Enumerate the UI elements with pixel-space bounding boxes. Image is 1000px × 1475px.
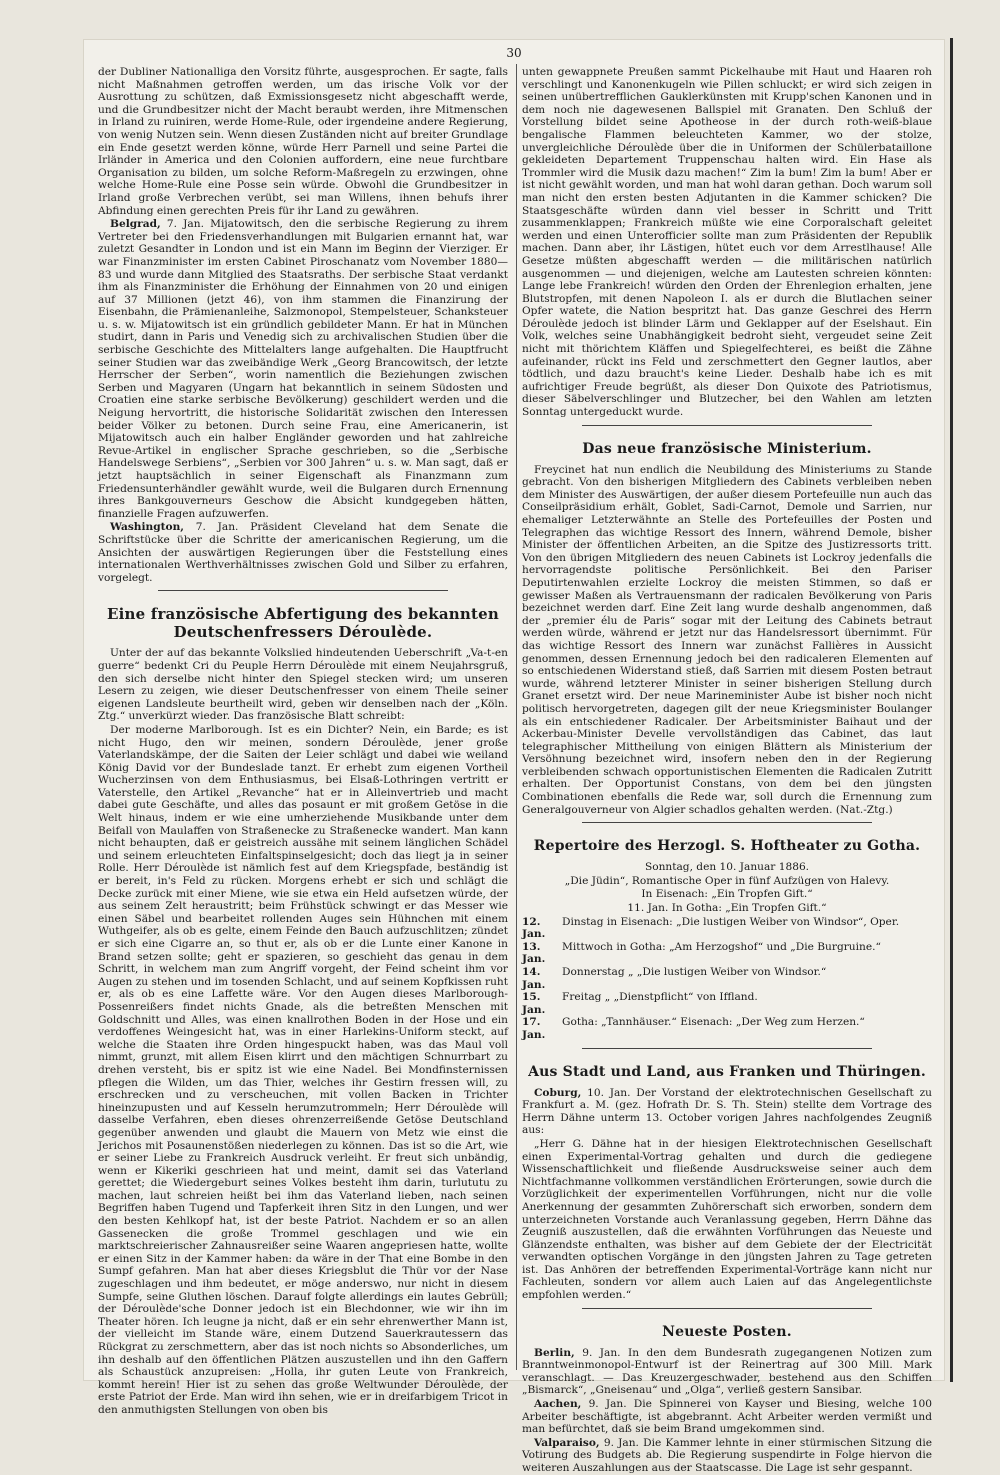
belgrad-paragraph: [98, 218, 508, 520]
repertoire-row: [522, 966, 932, 991]
repertoire-sunday-play: „Die Jüdin“, Romantische Oper in fünf Aufzügen von Halevy.: [564, 874, 890, 887]
repertoire-play: Mittwoch in Gotha: „Am Herzogshof“ und „Die Burgruine.“: [562, 940, 881, 953]
berlin-text: 9. Jan. In den dem Bundesrath zugegangenen Notizen zum Branntweinmonopol-Entwurf ist der Reinertrag auf 300 Mill. Mark veranschlagt. — Das Kreuzergeschwader, bestehend aus den Schiffen „Bismarck“, „Gneisenau“ und „Olga“, verließ gestern Sansibar.: [522, 1346, 932, 1397]
repertoire-play: Freitag „ „Dienstpflicht“ von Iffland.: [562, 991, 758, 1004]
valparaiso-paragraph: [522, 1437, 932, 1475]
article-heading-repertoire: Repertoire des Herzogl. S. Hoftheater zu Gotha.: [533, 838, 921, 855]
repertoire-play: Dinstag in Eisenach: „Die lustigen Weiber von Windsor“, Oper.: [562, 915, 900, 928]
repertoire-sunday: Sonntag, den 10. Januar 1886.: [644, 861, 810, 874]
repertoire-play: Donnerstag „ „Die lustigen Weiber von Windsor.“: [562, 966, 827, 978]
washington-paragraph: [98, 521, 508, 584]
repertoire-11-jan: 11. Jan. In Gotha: „Ein Tropfen Gift.“: [627, 902, 827, 915]
repertoire-play: Gotha: „Tannhäuser.“ Eisenach: „Der Weg zum Herzen.“: [562, 1016, 865, 1029]
repertoire-row: [522, 991, 932, 1016]
washington-text: 7. Jan. Präsident Cleveland hat dem Senate die Schriftstücke über die Schritte der americanischen Regierung, um die Ansichten der auswärtigen Regierungen über die Feststellung eines internationalen Werthverhältnisses zwischen Gold und Silber zu erfahren, vorgelegt.: [98, 521, 508, 584]
dateline-belgrad: Belgrad,: [110, 218, 161, 231]
deroulede-body: Der moderne Marlborough. Ist es ein Dichter? Nein, ein Barde; es ist nicht Hugo, den wir meinen, sondern Déroulède, jener große Vaterlandskämpe, der die Saiten der Leier schlägt und dabei wie weiland König David vor der Bundeslade tanzt. Er erhebt zum eigenen Vortheil Wucherzinsen von dem Enthusiasmus, bei Elsaß-Lothringen vertritt er Vaterstelle, den Artikel „Revanche“ hat er in Alleinvertrieb und macht dabei gute Geschäfte, und alles das posaunt er mit großem Getöse in die Welt hinaus, indem er wie eine umherziehende Musikbande unter dem Beifall von Maulaffen von Straßenecke zu Straßenecke wandert. Man kann nicht behaupten, daß er geistreich aussähe mit seinem länglichen Schädel und seinem erleuchteten Einfaltspinselgesicht; doch das liegt ja in seiner Rolle. Herr Déroulède ist nämlich fest auf dem Kriegspfade, beständig ist er bereit, in's Feld zu rücken. Morgens erhebt er sich und schlägt die Decke zurück mit einer Miene, wie sie etwa ein Held aufsetzen würde, der aus seinem Zelt heraustritt; beim Frühstück schwingt er das Messer wie einen Säbel und bearbeitet rollenden Auges sein Hühnchen mit einem Wuthgeifer, als ob es gelte, einem Feinde den Bauch aufzuschlitzen; zündet er sich eine Cigarre an, so thut er, als ob er die Lunte einer Kanone in Brand setzen sollte; geht er spazieren, so geschieht das genau in dem Schritt, in welchem man zum Angriff vorgeht, der Feind scheint ihm vor Augen zu stehen und im tosenden Schlacht, und auf seinem Kopfkissen ruht er, als ob es eine Laffette wäre. Vor den Augen dieses Marlborough-Possenreißers findet nichts Gnade, als die betreßten Menschen mit Goldschnitt und Alles, was einen knallrothen Boden in der Hose und ein verdoffenes Weingesicht hat, was in einer Harlekins-Uniform steckt, auf welche die Staaten ihre Orden hingespuckt haben, was das Maul voll nimmt, grunzt, mit allem Eisen klirrt und den mächtigen Schnurrbart zu drehen versteht, bis er spitz ist wie eine Nadel. Bei Mondfinsternissen pflegen die Wilden, um das Thier, welches ihr Gestirn fressen will, zu erschrecken und zu verscheuchen, mit vollen Backen in Trichter hineinzupusten und auf Kesseln herumzutrommeln; Herr Déroulède will dasselbe Verfahren, eben dieses ohrenzerreißende Getöse Deutschland gegenüber anwenden und glaubt die Mauern von Metz wie einst die Jerichos mit Posaunenstößen niederlegen zu können. Das ist so die Art, wie er seiner Liebe zu Frankreich Ausdruck verleiht. Er freut sich unbändig, wenn er Kikeriki geschrieen hat und meint, damit sei das Vaterland gerettet; die Wiedergeburt seines Volkes besteht ihm darin, turlututu zu machen, laut schreien heißt bei ihm das Vaterland lieben, nach seinen Begriffen haben Tugend und Tapferkeit ihren Sitz in den Lungen, und wer den besten Kehlkopf hat, ist der beste Patriot. Nachdem er so an allen Gassenecken die große Trommel geschlagen und wie ein marktschreierischer Zahnausreißer seine Waaren angepriesen hatte, wollte er einen Sitz in der Kammer haben: da wäre in der That eine Bombe in den Sumpf gefahren. Man hat aber dieses Kriegsblut die Thür vor der Nase zugeschlagen und ihm bedeutet, er möge anderswo, nur nicht in diesem Sumpfe, seine Gluthen löschen. Darauf folgte allerdings ein lautes Gebrüll; der Déroulède'sche Donner jedoch ist ein Blechdonner, wie wir ihn im Theater hören. Ich leugne ja nicht, daß er ein sehr ehrenwerther Mann ist, der vielleicht im Stande wäre, einem Dutzend Sauerkrautessern das Rückgrat zu zerschmettern, aber das ist noch nichts so Absonderliches, um ihn deshalb auf den öffentlichen Plätzen auszustellen und ihn den Gaffern als Schaustück anzupreisen: „Holla, ihr guten Leute von Frankreich, kommt herein! Hier ist zu sehen das große Weltwunder Déroulède, der erste Patriot der Erde. Man wird ihn sehen, wie er in dreifarbigem Tricot in den anmuthigsten Stellungen von oben bis: [98, 723, 508, 1416]
repertoire-row: [522, 916, 932, 941]
coburg-paragraph: [522, 1087, 932, 1137]
right-column: [522, 66, 932, 1474]
berlin-paragraph: [522, 1347, 932, 1397]
repertoire-row: [522, 1016, 932, 1041]
repertoire-sunday-eisenach: In Eisenach: „Ein Tropfen Gift.“: [641, 888, 813, 901]
ministry-paragraph: Freycinet hat nun endlich die Neubildung des Ministeriums zu Stande gebracht. Von den bisherigen Mitgliedern des Cabinets verbleiben neben dem Minister des Auswärtigen, der außer diesem Portefeuille nun auch das Conseilpräsidium erhält, Goblet, Sadi-Carnot, Demole und Sarrien, nur ehemaliger Letzterwähnte an Stelle des Portefeuilles der Posten und Telegraphen das wichtige Ressort des Innern, während Demole, bisher Minister der öffentlichen Arbeiten, an die Spitze des Justizressorts tritt. Von den übrigen Mitgliedern des neuen Cabinets ist Lockroy jedenfalls die hervorragendste politische Persönlichkeit. Bei den Pariser Deputirtenwahlen erzielte Lockroy die meisten Stimmen, so daß er gewisser Maßen als Vertrauensmann der radicalen Bevölkerung von Paris bezeichnet werden darf. Eine Zeit lang wurde deshalb angenommen, daß der „premier élu de Paris“ sogar mit der Leitung des Cabinets betraut werden würde, während er jetzt nur das Handelsressort übernimmt. Für das wichtige Ressort des Innern war zunächst Fallières in Aussicht genommen, dessen Ernennung jedoch bei den radicaleren Elementen auf so entschiedenen Widerstand stieß, daß Sarrien mit diesem Posten betraut wurde, während letzterer Minister in seiner bisherigen Stellung durch Granet ersetzt wird. Der neue Marineminister Aube ist bisher noch nicht politisch hervorgetreten, dagegen gilt der neue Kriegsminister Boulanger als ein entschiedener Radicaler. Der Arbeitsminister Baihaut und der Ackerbau-Minister Develle vervollständigen das Cabinet, das laut telegraphischer Mittheilung von einigen Blättern als Ministerium der Versöhnung bezeichnet wird, insofern neben den in der Regierung verbleibenden schwach opportunistischen Elementen die Radicalen Zutritt erhalten. Der Opportunist Constans, von dem bei den jüngsten Combinationen ebenfalls die Rede war, soll durch die Ernennung zum Generalgouverneur von Algier schadlos gehalten werden. (Nat.-Ztg.): [522, 463, 932, 816]
left-column: [98, 66, 508, 1416]
newspaper-page: [84, 40, 944, 1474]
repertoire-date: 15. Jan.: [522, 991, 546, 1016]
article-heading-deroulede: Eine französische Abfertigung des bekannten Deutschenfressers Déroulède.: [107, 605, 499, 642]
article-heading-local: Aus Stadt und Land, aus Franken und Thüringen.: [528, 1063, 926, 1080]
valparaiso-text: 9. Jan. Die Kammer lehnte in einer stürmischen Sitzung die Votirung des Budgets ab. Die Regierung suspendirte in Folge hiervon die weiteren Auszahlungen aus der Staatscasse. Die Lage ist sehr gespannt.: [522, 1436, 932, 1474]
belgrad-text: 7. Jan. Mijatowitsch, den die serbische Regierung zu ihrem Vertreter bei den Friedensverhandlungen mit Bulgarien ernannt hat, war zuletzt Gesandter in London und ist ein Mann im Beginn der Vierziger. Er war Finanzminister im ersten Cabinet Piroschanatz vom November 1880—83 und wurde dann Mitglied des Staatsraths. Der serbische Staat verdankt ihm als Finanzminister die Erhöhung der Einnahmen von 20 und einigen auf 37 Millionen (jetzt 46), von ihm stammen die Finanzirung der Eisenbahn, die Prämienanleihe, Salzmonopol, Stempelsteuer, Schanksteuer u. s. w. Mijatowitsch ist ein gründlich gebildeter Mann. Er hat in München studirt, dann in Paris und Venedig sich zu archivalischen Studien über die serbische Geschichte des Mittelalters lange aufgehalten. Die Hauptfrucht seiner Studien war das zweibändige Werk „Georg Brancowitsch, der letzte Herrscher der Serben“, worin namentlich die Beziehungen zwischen Serben und Magyaren (Ungarn hat bekanntlich in seinem Südosten und Croatien eine starke serbische Bevölkerung) geschildert werden und die Neigung hervortritt, die historische Solidarität zwischen den Interessen beider Völker zu betonen. Durch seine Frau, eine Americanerin, ist Mijatowitsch auch ein halber Engländer geworden und hat zahlreiche Revue-Artikel in englischer Sprache geschrieben, so die „Serbische Handelswege Serbiens“, „Serbien vor 300 Jahren“ u. s. w. Man sagt, daß er jetzt hauptsächlich in seiner Eigenschaft als Finanzmann zum Friedensunterhändler gewählt wurde, weil die Bulgaren durch Ernennung ihres Bankgouverneurs Geschow die Absicht kundgegeben hätten, finanzielle Fragen aufzuwerfen.: [98, 218, 508, 520]
divider: [582, 425, 872, 426]
coburg-text: 10. Jan. Der Vorstand der elektrotechnischen Gesellschaft zu Frankfurt a. M. (gez. Hofrath Dr. S. Th. Stein) stellte dem Vortrage des Herrn Dähne unterm 13. October vorigen Jahres nachfolgendes Zeugniß aus:: [522, 1086, 932, 1137]
aachen-paragraph: [522, 1398, 932, 1436]
repertoire-list: [522, 916, 932, 1042]
article-heading-news: Neueste Posten.: [662, 1323, 792, 1340]
repertoire-date: 17. Jan.: [522, 1016, 546, 1041]
coburg-quote: „Herr G. Dähne hat in der hiesigen Elektrotechnischen Gesellschaft einen Experimental-Vortrag gehalten und durch die gediegene Wissenschaftlichkeit und fließende Ausdrucksweise seiner auch dem Nichtfachmanne vollkommen verständlichen Erörterungen, sowie durch die Vorzüglichkeit der experimentellen Vorführungen, nicht nur die volle Anerkennung der gesammten Zuhörerschaft sich erworben, sondern dem unterzeichneten Vorstande auch Veranlassung gegeben, Herrn Dähne das Zeugniß auszustellen, daß die erwähnten Vorführungen das Neueste und Glänzendste enthalten, was bisher auf dem Gebiete der der Electricität verwandten optischen Vorgänge in den jüngsten Jahren zu Tage getreten ist. Das Anhören der betreffenden Experimental-Vorträge kann nicht nur Fachleuten, sondern vor allem auch Laien auf das Angelegentlichste empfohlen werden.“: [522, 1137, 932, 1302]
article-heading-ministry: Das neue französische Ministerium.: [582, 440, 872, 457]
page-number: 30: [506, 46, 522, 60]
deroulede-intro: Unter der auf das bekannte Volkslied hindeutenden Ueberschrift „Va-t-en guerre“ bedenkt Cri du Peuple Herrn Déroulède mit einem Neujahrsgruß, den sich derselbe nicht hinter den Spiegel stecken wird; um unseren Lesern zu zeigen, wie dieser Deutschenfresser von einem Theile seiner eigenen Landsleute beurtheilt wird, geben wir denselben nach der „Köln. Ztg.“ unverkürzt wieder. Das französische Blatt schreibt:: [98, 647, 508, 723]
dateline-washington: Washington,: [110, 521, 184, 534]
dateline-berlin: Berlin,: [534, 1346, 575, 1359]
dateline-aachen: Aachen,: [534, 1398, 582, 1411]
repertoire-date: 12. Jan.: [522, 915, 546, 941]
deroulede-continued: unten gewappnete Preußen sammt Pickelhaube mit Haut und Haaren roh verschlingt und Kanonenkugeln wie Pillen schluckt; er wird sich zeigen in seinen unübertrefflichen Gauklerkünsten mit Krupp'schen Kanonen und in dem noch nie dagewesenen Ballspiel mit Granaten. Den Schluß der Vorstellung bildet seine Apotheose in der durch roth-weiß-blaue bengalische Flammen beleuchteten Kammer, wo der stolze, unvergleichliche Déroulède über die in Uniformen der Schülerbataillone gekleideten Departement Truppenschau halten wird. Ein Hase als Trommler wird die Musik dazu machen!“ Zim la bum! Zim la bum! Aber er ist nicht gewählt worden, und man hat wohl daran gethan. Doch warum soll man nicht den ersten besten Adjutanten in die Kammer schicken? Die Staatsgeschäfte würden dann viel besser in Schritt und Tritt zusammenklappen; Frankreich müßte wie eine Corporalschaft geleitet werden und einen Unterofficier sollte man zum Präsidenten der Republik machen. Dann aber, ihr Lästigen, hütet euch vor dem Arrestlhause! Alle Gesetze müßten abgeschafft werden — die militärischen natürlich ausgenommen — und diejenigen, welche am Lautesten schreien könnten: Lange lebe Frankreich! würden den Orden der Ehrenlegion erhalten, jene Blutstropfen, mit denen Napoleon I. als er durch die Blutlachen seiner Opfer watete, die Nation bespritzt hat. Das ganze Geschrei des Herrn Déroulède jedoch ist blinder Lärm und Geklapper auf der Eselshaut. Ein Volk, welches seine Unabhängigkeit bedroht sieht, vergeudet seine Zeit nicht mit thörichtem Kläffen und Spiegelfechterei, es beißt die Zähne aufeinander, rückt ins Feld und zerschmettert den Gegner lautlos, aber tödtlich, und dazu braucht's keine Lieder. Deshalb habe ich es mit aufrichtiger Freude begrüßt, als dieser Don Quixote des Patriotismus, dieser Säbelverschlinger und Blutzecher, bei den Wahlen am letzten Sonntag untergeduckt wurde.: [522, 66, 932, 419]
repertoire-date: 13. Jan.: [522, 940, 546, 966]
aachen-text: 9. Jan. Die Spinnerei von Kayser und Biesing, welche 100 Arbeiter beschäftigte, ist abgebrannt. Acht Arbeiter werden vermißt und man befürchtet, daß sie beim Brand umgekommen sind.: [522, 1398, 932, 1436]
repertoire-date: 14. Jan.: [522, 966, 546, 991]
divider: [582, 822, 872, 823]
repertoire-row: [522, 941, 932, 966]
column-rule: [516, 64, 517, 1370]
dateline-coburg: Coburg,: [534, 1086, 582, 1099]
divider: [582, 1048, 872, 1049]
dateline-valparaiso: Valparaiso,: [534, 1436, 600, 1449]
binding-edge: [950, 38, 953, 1382]
divider: [582, 1308, 872, 1309]
divider: [158, 590, 448, 591]
dublin-paragraph: der Dubliner Nationalliga den Vorsitz führte, ausgesprochen. Er sagte, falls nicht Maßnahmen getroffen werden, um das irische Volk vor der Ausrottung zu schützen, daß Exmissionsgesetz nicht abgeschafft werde, und die Grundbesitzer nicht der Macht beraubt werden, ihre Mitmenschen in Irland zu ruiniren, werde Home-Rule, oder irgendeine andere Regierung, von wenig Nutzen sein. Wenn diesen Zuständen nicht auf breiter Grundlage ein Ende gesetzt werden könne, würde Herr Parnell und seine Partei die Irländer in America und den Colonien auffordern, eine neue furchtbare Organisation zu bilden, um solche Reform-Maßregeln zu erzwingen, ohne welche Home-Rule eine Posse sein würde. Obwohl die Grundbesitzer in Irland große Verbrechen verübt, sei man Willens, ihnen behufs ihrer Abfindung einen gerechten Preis für ihr Land zu gewähren.: [98, 66, 508, 217]
